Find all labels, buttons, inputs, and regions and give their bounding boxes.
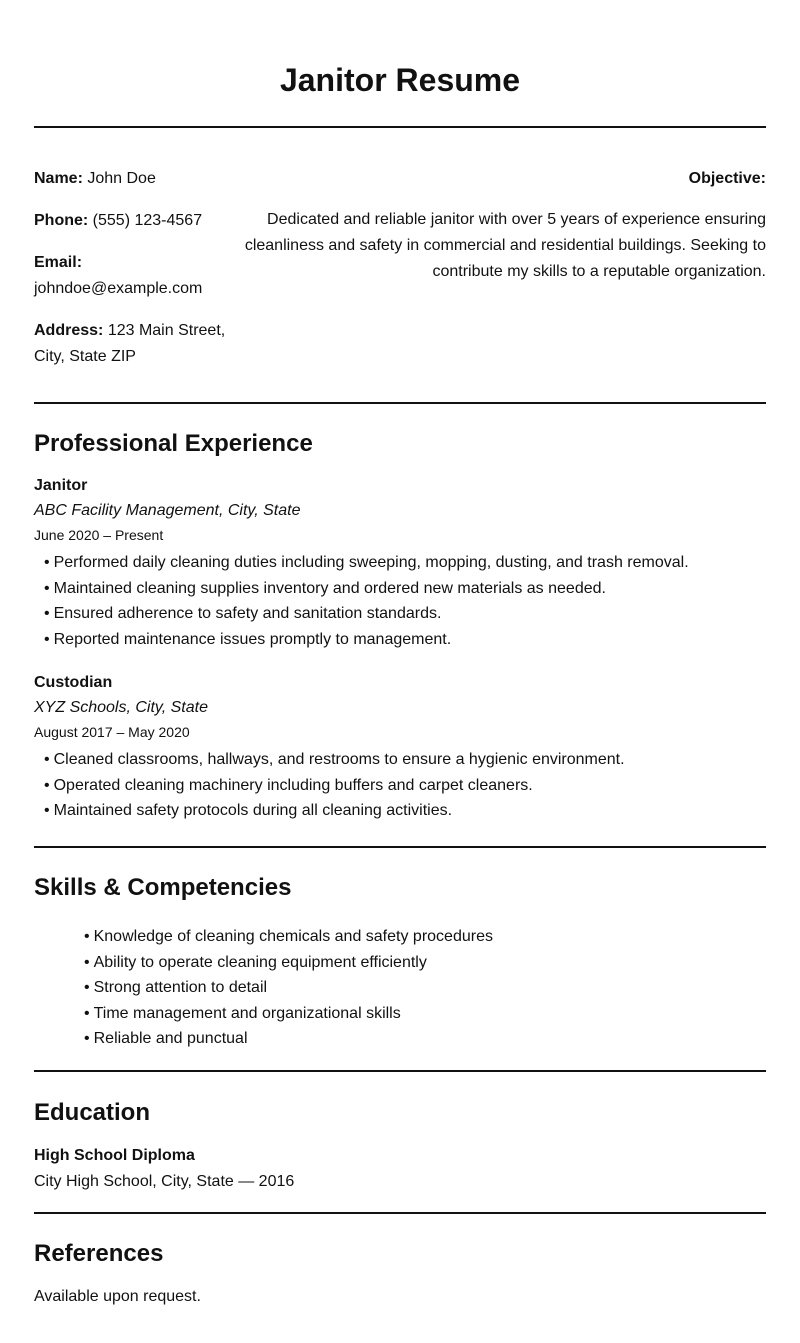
list-item: • Maintained safety protocols during all cleaning activities. [44, 798, 766, 824]
list-item: • Operated cleaning machinery including buffers and carpet cleaners. [44, 773, 766, 799]
list-item: • Reported maintenance issues promptly to management. [44, 627, 766, 653]
education-heading: Education [34, 1099, 151, 1126]
references-text: Available upon request. [34, 1288, 201, 1305]
list-item: • Strong attention to detail [84, 975, 493, 1001]
skills-heading: Skills & Competencies [34, 874, 292, 901]
job-dates: August 2017 – May 2020 [34, 724, 190, 740]
contact-info [34, 166, 234, 386]
address-label: Address: [34, 322, 104, 339]
list-item: • Reliable and punctual [84, 1026, 493, 1052]
address-value: 123 Main Street, City, State ZIP [34, 322, 226, 365]
references-heading: References [34, 1240, 164, 1267]
name-value: John Doe [87, 170, 156, 187]
education-entry [34, 1143, 294, 1195]
divider [34, 126, 766, 128]
phone-label: Phone: [34, 212, 89, 229]
objective-label: Objective: [688, 170, 766, 187]
job-company: ABC Facility Management, City, State [34, 502, 301, 519]
email-value: johndoe@example.com [34, 280, 203, 297]
job-title: Janitor [34, 477, 88, 494]
objective-section [226, 166, 766, 285]
list-item: • Knowledge of cleaning chemicals and safety procedures [84, 924, 493, 950]
contact-address [34, 318, 234, 370]
page-title: Janitor Resume [279, 62, 521, 98]
email-label: Email: [34, 254, 83, 271]
job-duties [34, 550, 766, 653]
contact-name [34, 166, 234, 192]
list-item: • Ensured adherence to safety and sanitation standards. [44, 601, 766, 627]
education-school: City High School, City, State — 2016 [34, 1173, 295, 1190]
list-item: • Time management and organizational skills [84, 1001, 493, 1027]
job-title: Custodian [34, 674, 113, 691]
experience-heading: Professional Experience [34, 430, 313, 457]
job-duties [34, 747, 766, 824]
job-entry [34, 671, 766, 824]
job-entry [34, 474, 766, 653]
skills-list [84, 924, 493, 1052]
name-label: Name: [34, 170, 83, 187]
divider [34, 1212, 766, 1214]
divider [34, 1070, 766, 1072]
job-company: XYZ Schools, City, State [34, 699, 208, 716]
contact-phone [34, 208, 234, 234]
education-degree: High School Diploma [34, 1147, 195, 1164]
phone-value: (555) 123-4567 [92, 212, 203, 229]
list-item: • Cleaned classrooms, hallways, and restrooms to ensure a hygienic environment. [44, 747, 766, 773]
contact-email [34, 250, 234, 302]
job-dates: June 2020 – Present [34, 527, 164, 543]
list-item: • Performed daily cleaning duties including sweeping, mopping, dusting, and trash removal. [44, 550, 766, 576]
divider [34, 402, 766, 404]
divider [34, 846, 766, 848]
list-item: • Maintained cleaning supplies inventory and ordered new materials as needed. [44, 576, 766, 602]
objective-text: Dedicated and reliable janitor with over 5 years of experience ensuring cleanliness and safety in commercial and residential buildings. Seeking to contribute my skills to a reputable organization. [244, 211, 766, 280]
list-item: • Ability to operate cleaning equipment efficiently [84, 950, 493, 976]
